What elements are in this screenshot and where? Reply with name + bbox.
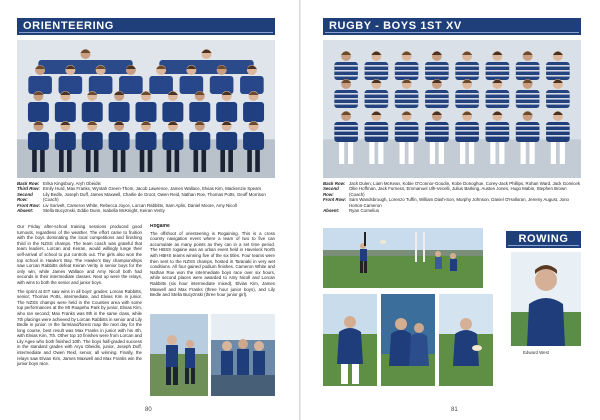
caption-row <box>323 208 581 213</box>
caption-names: Liv Sorivelt, Cameron White, Rebecca Joyce, Lorcan Rabbitts, Sam Aplin, Daniel Moore, Amy Nicoll <box>43 202 237 208</box>
caption-label: Second Row: <box>323 186 339 197</box>
rugby-photo-1-graphic <box>323 294 377 386</box>
orienteering-team-photo-graphic <box>17 40 275 178</box>
caption-names: Jack Dulen, Liam McKean, Kobie O'Connor-Goodin, Kobe Donoghue, Corey-Jack Phillips, Rohan Ward, Jack Gomicek <box>349 181 581 186</box>
caption-row <box>323 186 581 197</box>
caption-label: Second Row: <box>17 191 33 203</box>
caption-label: Back Row: <box>17 181 40 186</box>
caption-names: Sam Wandsbrough, Lorenzo Tuffin, William Dash-Son, Murphy Johnson, Daniel O'Halloran, Jeremy August, Jono Horton-Cameron <box>349 197 569 208</box>
right-page <box>301 0 600 420</box>
rogaine-article <box>150 224 275 310</box>
caption-label: Third Row: <box>17 186 40 192</box>
caption-names: Emily Hurd, Max Franks, Wyntah Green-Thom, Jacob Lawrence, James Wallace, Elvias Kim, Mackenzie Spears <box>43 186 262 192</box>
caption-names: Lily Bedle, Joseph Duff, James Maxwell, Charlie de Groot, Owen Reid, Nathan Roe, Thomas Potts, Geoff Morrison (Coach) <box>43 191 266 203</box>
orienteering-action-photo <box>150 314 208 396</box>
orienteering-heading <box>17 18 275 35</box>
orienteering-podium-photo <box>211 314 275 396</box>
caption-label: Front Row: <box>17 202 41 208</box>
caption-row <box>17 208 275 213</box>
caption-names: Ollie Hoffman, Jack Furness, Emmanuel Ulh-Vecelli, Julius Barking, Austen Jones, Hugo Mabin, Stephen Brown (Coach) <box>349 186 567 197</box>
rowing-photo-caption: Edward West <box>523 350 550 355</box>
caption-names: Stella Bucyznski, Eddie Dunn, Isabella McKnight, Keiran Verity <box>43 208 165 214</box>
caption-names: Erika Kingsbury, Aryh Obeidis <box>43 181 101 186</box>
orienteering-team-photo <box>17 40 275 178</box>
orienteering-heading-text: ORIENTEERING <box>23 20 114 32</box>
rowing-heading <box>506 231 581 248</box>
rowing-heading-text: ROWING <box>518 233 569 245</box>
orienteering-article-col1 <box>17 224 142 396</box>
rugby-heading-text: RUGBY - BOYS 1ST XV <box>329 20 462 32</box>
rugby-team-photo <box>323 40 581 178</box>
rugby-photo-2 <box>381 294 435 386</box>
rugby-heading <box>323 18 581 35</box>
rogaine-subhead: Rogaine <box>150 224 170 229</box>
article-paragraph: The sprint at EIT saw wins in all boys' grades: Lorcan Rabbitts, senior; Thomas Potts, intermediate, and Elvias Kim in junior. The NZSS champs were held in the Counties area with some top performances at the Mt Ruapehu Park by junior, Elvias Kim, who ran second; Max Franks was 9th in the same class, while 7th placings were achieved by Lorcan Rabbitts in senior and Lily Bedle in junior. In the farmland/forest map the next day for the long course, best result was Max Franks in junior with his 4th, with Elvias Kim, 7th. Other top 10 finishes were from Lorcan and Lily Agee who both finished 10th. The boys half-graded success in the standard grades with Aryu Obeidis, junior, Joseph Duff, intermediate and Owen Reid, senior, all winning. Finally, the relays saw Elvias Kim, James Maxwell and Max Franks win the junior boys race. <box>17 288 142 367</box>
rugby-action-photo <box>323 228 483 288</box>
rowing-portrait-graphic <box>511 252 581 346</box>
caption-row <box>17 192 275 203</box>
page-number-right: 81 <box>451 407 458 413</box>
caption-row <box>323 197 581 208</box>
caption-label: Absent: <box>323 208 340 214</box>
rowing-portrait-photo <box>511 252 581 346</box>
action-photo-graphic <box>150 314 208 396</box>
caption-label: Front Row: <box>323 197 347 203</box>
rugby-photo-2-graphic <box>381 294 435 386</box>
podium-photo-graphic <box>211 314 275 396</box>
caption-label: Absent: <box>17 208 34 214</box>
rugby-team-photo-graphic <box>323 40 581 178</box>
orienteering-caption <box>17 181 275 213</box>
rugby-photo-3-graphic <box>439 294 493 386</box>
rugby-caption <box>323 181 581 213</box>
article-paragraph: The offshoot of orienteering is Rogaining. This is a cross country navigation event where a team of two to five can accumulate as many points as they can in a set time period. The HBSS rogaine was an urban event held in Havelock North with HBHS teams winning five of the six titles. Four teams were then sent to the NZSS champs, hosted in Taranaki in very wet conditions. All four gained podium finishes. Cameron White and Nathan Roe won the intermediate boys race over six hours, while second places were awarded to Amy Nicoll and Lorcan Rabbitts (six hour intermediate mixed), Elvias Kim, James Maxwell and Max Franks (three hour junior boys), and Lily Bedle and Stella Bucyznski (three hour junior girl). <box>150 230 275 298</box>
page-number-left: 80 <box>145 407 152 413</box>
rugby-action-photo-graphic <box>323 228 483 288</box>
caption-label: Back Row: <box>323 181 346 186</box>
caption-names: Ryan Cornelius <box>349 208 380 214</box>
left-page <box>0 0 299 420</box>
article-paragraph: Our Friday after-school training sessions produced good turnouts, regardless of the weather. The effort came to fruition with the boys dominating the local competitions and finishing third in the NZSS champs. The team coach was grateful that team leaders, Lorcan and Keiran, would willingly lunge their self-arrival of school to put controls out. The girls also won the top school in Hawke's Bay. The Hawke's Bay championships saw Lorcan Rabbitts defeat Keiran Verity in senior boys for the only win, while James Wallace and Amy Nicoll both had seconds in their intermediate classes. Next up were the relays, with wins to both the senior and junior boys. <box>17 224 142 285</box>
rugby-photo-3 <box>439 294 493 386</box>
rugby-photo-1 <box>323 294 377 386</box>
